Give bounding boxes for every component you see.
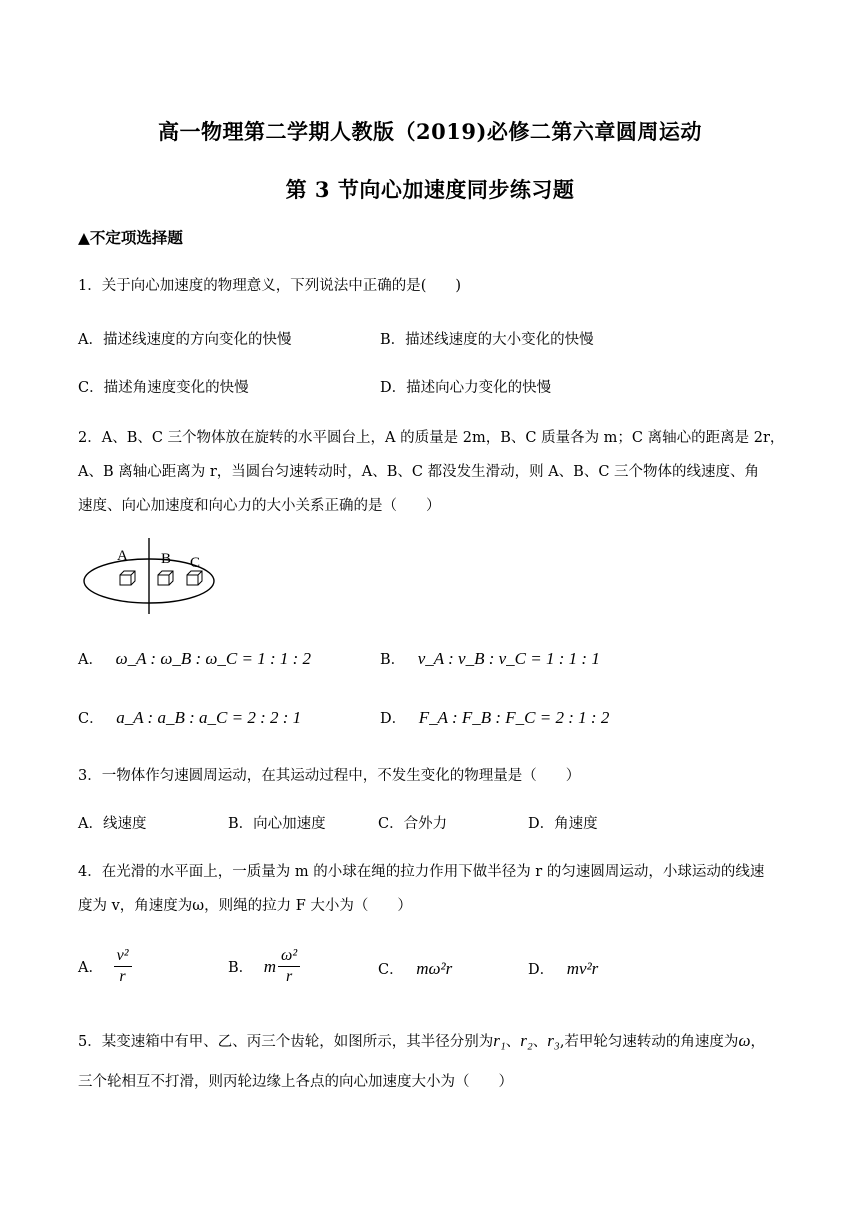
fraction-denominator: r	[285, 968, 293, 985]
separator-2: 、	[532, 1034, 548, 1050]
page-title-line-1: 高一物理第二学期人教版（2019)必修二第六章圆周运动	[158, 119, 702, 144]
radius-r2: r₂	[520, 1031, 533, 1050]
turntable-figure	[82, 536, 222, 616]
radius-r3: r₃	[547, 1031, 560, 1050]
question-5-line-1	[78, 1030, 765, 1051]
question-5-text-start: 5．某变速箱中有甲、乙、丙三个齿轮，如图所示，其半径分别为	[78, 1034, 494, 1050]
question-5-text-end: ，	[750, 1034, 765, 1050]
option-c-formula: a_A : a_B : a_C = 2 : 2 : 1	[116, 708, 302, 727]
option-b-formula: v_A : v_B : v_C = 1 : 1 : 1	[417, 649, 600, 668]
question-2-line-2: A、B 离轴心距离为 r，当圆台匀速转动时，A、B、C 都没发生滑动，则 A、B、C 三个物体的线速度、角	[78, 464, 760, 480]
separator-1: 、	[505, 1034, 521, 1050]
question-3-option-a: A．线速度	[78, 816, 147, 832]
question-5-line-2: 三个轮相互不打滑，则丙轮边缘上各点的向心加速度大小为（ ）	[78, 1074, 513, 1090]
question-5-text-mid: ,若甲轮匀速转动的角速度为	[559, 1034, 739, 1050]
figure-label-c: C	[190, 555, 201, 571]
option-b-fraction	[278, 946, 300, 987]
option-c-formula: mω²r	[416, 959, 453, 978]
fraction-denominator: r	[119, 968, 126, 985]
option-c-prefix: C．	[378, 962, 404, 978]
option-a-fraction	[114, 946, 132, 987]
question-4-option-a	[78, 946, 132, 987]
block-a	[120, 571, 135, 585]
question-1-option-b: B．描述线速度的大小变化的快慢	[380, 332, 594, 348]
option-a-prefix: A．	[78, 960, 103, 976]
question-4-line-1: 4．在光滑的水平面上，一质量为 m 的小球在绳的拉力作用下做半径为 r 的匀速圆周运动，小球运动的线速	[78, 864, 765, 880]
fraction-numerator: ω²	[278, 946, 300, 967]
radius-r1: r₁	[493, 1031, 506, 1050]
omega-symbol: ω	[738, 1031, 751, 1050]
question-2-option-c	[78, 707, 301, 728]
question-1-option-c: C．描述角速度变化的快慢	[78, 380, 249, 396]
section-heading: ▲不定项选择题	[78, 228, 183, 247]
question-4-option-b	[228, 946, 300, 987]
option-d-prefix: D．	[528, 962, 555, 978]
question-2-line-3: 速度、向心加速度和向心力的大小关系正确的是（ ）	[78, 498, 441, 514]
question-1-stem: 1．关于向心加速度的物理意义，下列说法中正确的是( )	[78, 278, 462, 294]
option-b-mass: m	[263, 956, 277, 976]
question-3-option-b: B．向心加速度	[228, 816, 326, 832]
figure-label-b: B	[161, 551, 172, 567]
question-3-option-d: D．角速度	[528, 816, 598, 832]
question-4-option-c	[378, 958, 452, 979]
option-b-prefix: B．	[228, 960, 254, 976]
page-title-line-2: 第 3 节向心加速度同步练习题	[285, 177, 575, 202]
block-c	[187, 571, 202, 585]
option-a-prefix: A．	[78, 652, 103, 668]
question-2-option-d	[380, 707, 609, 728]
block-b	[158, 571, 173, 585]
figure-label-a: A	[117, 548, 128, 564]
option-a-formula: ω_A : ω_B : ω_C = 1 : 1 : 2	[115, 649, 312, 668]
option-d-formula: mv²r	[566, 959, 599, 978]
question-3-stem: 3．一物体作匀速圆周运动，在其运动过程中，不发生变化的物理量是（ ）	[78, 768, 581, 784]
fraction-numerator: v²	[114, 946, 132, 967]
option-c-prefix: C．	[78, 711, 104, 727]
option-d-prefix: D．	[380, 711, 407, 727]
question-4-option-d	[528, 958, 598, 979]
question-2-option-a	[78, 648, 311, 669]
question-2-option-b	[380, 648, 600, 669]
question-1-option-d: D．描述向心力变化的快慢	[380, 380, 552, 396]
question-2-line-1: 2．A、B、C 三个物体放在旋转的水平圆台上，A 的质量是 2m，B、C 质量各为 m；C 离轴心的距离是 2r，	[78, 430, 785, 446]
question-1-option-a: A．描述线速度的方向变化的快慢	[78, 332, 292, 348]
option-d-formula: F_A : F_B : F_C = 2 : 1 : 2	[418, 708, 610, 727]
question-3-option-c: C．合外力	[378, 816, 448, 832]
question-4-line-2: 度为 v，角速度为ω，则绳的拉力 F 大小为（ ）	[78, 898, 412, 914]
option-b-prefix: B．	[380, 652, 406, 668]
